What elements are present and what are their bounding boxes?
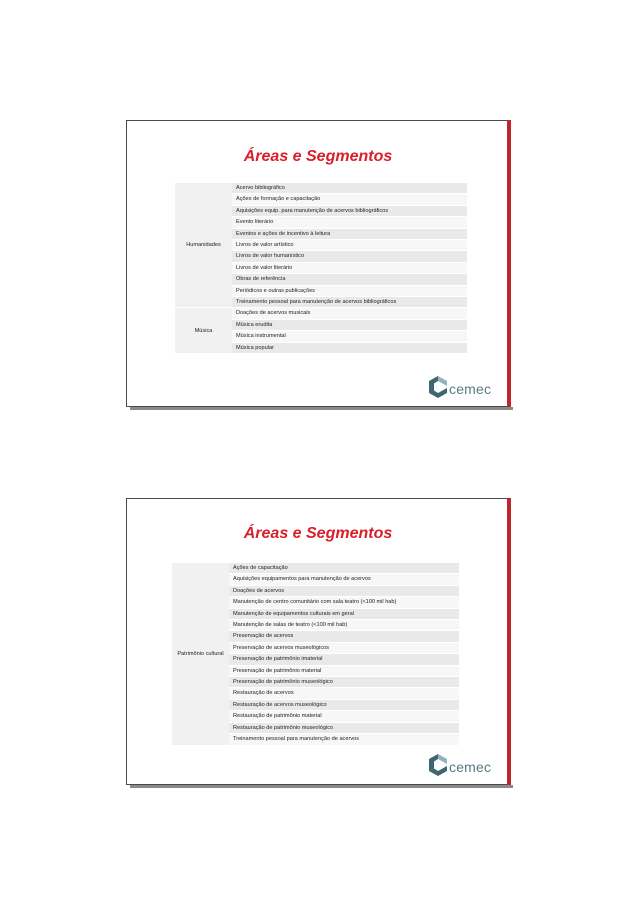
cemec-logo	[427, 375, 497, 401]
segment-cell: Preservação de acervos	[229, 631, 459, 642]
segment-cell: Preservação de patrimônio museológico	[229, 677, 459, 688]
table-row	[172, 563, 459, 574]
segment-cell: Livros de valor artístico	[232, 240, 467, 251]
segment-cell: Doações de acervos musicais	[232, 308, 467, 319]
area-cell: Música	[175, 308, 232, 354]
segment-cell: Música popular	[232, 343, 467, 354]
segment-cell: Preservação de patrimônio material	[229, 666, 459, 677]
segment-cell: Treinamento pessoal para manutenção de acervos bibliográficos	[232, 297, 467, 308]
segment-cell: Restauração de acervos museológico	[229, 700, 459, 711]
area-cell: Patrimônio cultural	[172, 563, 229, 746]
segment-cell: Evento literário	[232, 217, 467, 228]
table-row	[175, 308, 467, 319]
slide-1	[126, 120, 508, 407]
slide-2	[126, 498, 508, 785]
segment-cell: Aquisições equipamentos para manutenção de acervos	[229, 574, 459, 585]
slide-title: Áreas e Segmentos	[243, 525, 393, 542]
segment-cell: Doações de acervos	[229, 586, 459, 597]
segment-cell: Livros de valor humanístico	[232, 251, 467, 262]
segment-cell: Restauração de patrimônio material	[229, 711, 459, 722]
segment-cell: Restauração de acervos	[229, 688, 459, 699]
segment-cell: Manutenção de salas de teatro (<100 mil hab)	[229, 620, 459, 631]
segment-cell: Acervo bibliográfico	[232, 183, 467, 194]
segment-cell: Preservação de patrimônio imaterial	[229, 654, 459, 665]
segment-cell: Ações de formação e capacitação	[232, 194, 467, 205]
segment-cell: Música instrumental	[232, 331, 467, 342]
segment-cell: Livros de valor literário	[232, 263, 467, 274]
slide-shadow	[130, 785, 513, 788]
segment-cell: Preservação de acervos museológicos	[229, 643, 459, 654]
slide-shadow	[130, 407, 513, 410]
segment-cell: Treinamento pessoal para manutenção de acervos	[229, 734, 459, 745]
segment-cell: Restauração de patrimônio museológico	[229, 723, 459, 734]
area-cell: Humanidades	[175, 183, 232, 308]
segment-cell: Obras de referência	[232, 274, 467, 285]
segments-table	[172, 563, 459, 746]
cemec-logo-icon	[427, 375, 449, 399]
segment-cell: Manutenção de equipamentos culturais em geral	[229, 609, 459, 620]
segment-cell: Periódicos e outras publicações	[232, 286, 467, 297]
segment-cell: Manutenção de centro comunitário com sala teatro (<100 mil hab)	[229, 597, 459, 608]
segment-cell: Música erudita	[232, 320, 467, 331]
cemec-logo-text: cemec	[449, 381, 492, 397]
segment-cell: Aquisições equip. para manutenção de acervos bibliográficos	[232, 206, 467, 217]
cemec-logo-text: cemec	[449, 759, 492, 775]
slide-title: Áreas e Segmentos	[243, 148, 393, 165]
table-row	[175, 183, 467, 194]
cemec-logo-icon	[427, 753, 449, 777]
cemec-logo	[427, 753, 497, 779]
segment-cell: Eventos e ações de incentivo à leitura	[232, 229, 467, 240]
segments-table	[175, 183, 467, 354]
segment-cell: Ações de capacitação	[229, 563, 459, 574]
